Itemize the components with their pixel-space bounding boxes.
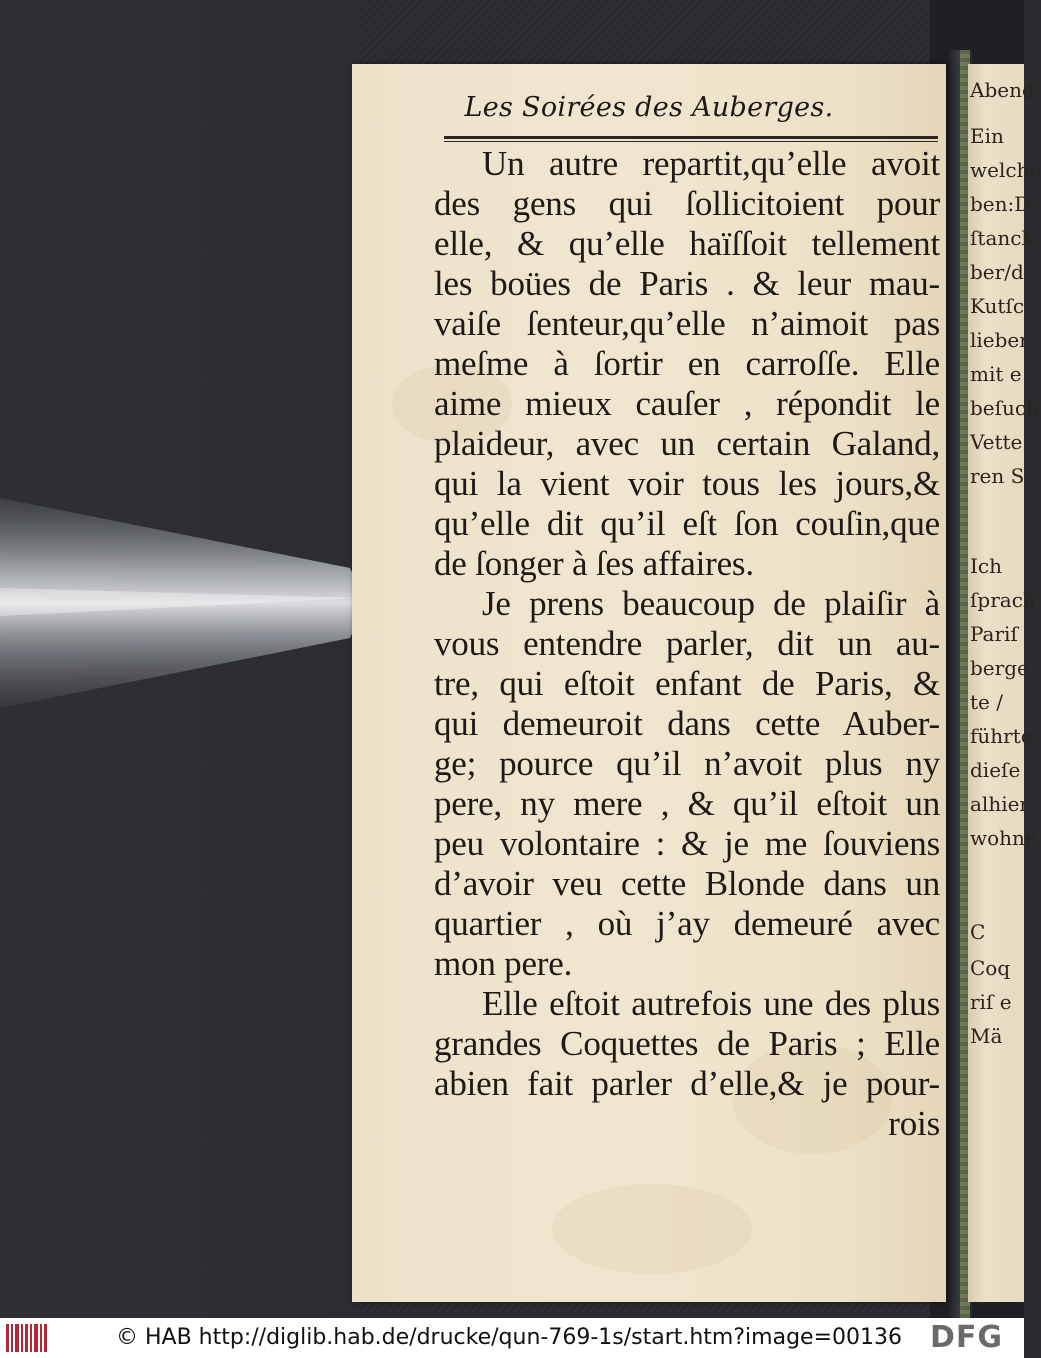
text-line: meſme à ſortir en carroſſe. Elle [434,344,940,383]
next-page-line: mit e [970,362,1022,386]
text-line: quartier , où j’ay demeuré avec [434,904,940,943]
text-line: elle, & qu’elle haïſſoit tellement [434,224,940,263]
text-line: aime mieux cauſer , répondit le [434,384,940,423]
text-line: des gens qui ſollicitoient pour [434,184,940,223]
next-page-line: lieber [970,328,1029,352]
next-page-line: Ich [970,554,1002,578]
barcode-icon [6,1324,48,1352]
text-line: vaiſe ſenteur,qu’elle n’aimoit pas [434,304,940,343]
head-rule-thin [444,141,938,142]
next-page-line: ren S [970,464,1025,488]
next-page-line: ber/d [970,260,1024,284]
text-line: tre, qui eſtoit enfant de Paris, & [434,664,940,703]
next-page-line: ſprach [970,588,1036,612]
text-line: Elle eſtoit autrefois une des plus [482,984,940,1023]
text-line: Un autre repartit,qu’elle avoit [482,144,940,183]
next-page-line: Vette [970,430,1023,454]
next-page-line: C [970,920,986,944]
text-line: plaideur, avec un certain Galand, [434,424,940,463]
text-line: les boües de Paris . & leur mau- [434,264,940,303]
glass-rod [0,498,370,708]
viewer-footer [0,1318,1024,1358]
copyright-link[interactable]: © HAB http://diglib.hab.de/drucke/qun-769-1s/start.htm?image=00136 [116,1325,902,1350]
dfg-logo: DFG [930,1320,1004,1355]
running-head: Les Soirées des Auberges. [464,92,834,123]
next-page-line: riſ e [970,990,1012,1014]
text-line: abien fait parler d’elle,& je pour- [434,1064,940,1103]
next-page-line: dieſe [970,758,1021,782]
head-rule [444,136,938,139]
text-line: qu’elle dit qu’il eſt ſon couſin,que [434,504,940,543]
next-page-line: wohne [970,826,1037,850]
book-page [352,64,946,1302]
next-page-line: Ein [970,124,1004,148]
next-page-line: beſuch [970,396,1040,420]
text-line: pere, ny mere , & qu’il eſtoit un [434,784,940,823]
text-line: ge; pource qu’il n’avoit plus ny [434,744,940,783]
text-line: grandes Coquettes de Paris ; Elle [434,1024,940,1063]
next-page-line: Mä [970,1024,1003,1048]
next-page-line: berge [970,656,1029,680]
catchword: rois [888,1104,940,1143]
text-line: vous entendre parler, dit un au- [434,624,940,663]
next-page-line: ſtanck [970,226,1034,250]
next-page-line: welche [970,158,1041,182]
next-page-line: alhier [970,792,1029,816]
text-line: qui la vient voir tous les jours,& [434,464,940,503]
text-line: peu volontaire : & je me ſouviens [434,824,940,863]
next-page-line: ben:D [970,192,1031,216]
next-page-edge [968,64,1041,1302]
text-line: Je prens beaucoup de plaiſir à [482,584,940,623]
text-line: qui demeuroit dans cette Auber- [434,704,940,743]
text-line: de ſonger à ſes affaires. [434,544,754,583]
next-page-line: te / [970,690,1003,714]
text-line: mon pere. [434,944,573,983]
next-page-line: Abend [970,78,1035,102]
next-page-line: Coq [970,956,1011,980]
next-page-line: führte [970,724,1033,748]
text-line: d’avoir veu cette Blonde dans un [434,864,940,903]
next-page-line: Kutſc [970,294,1025,318]
next-page-line: Pariſ [970,622,1018,646]
